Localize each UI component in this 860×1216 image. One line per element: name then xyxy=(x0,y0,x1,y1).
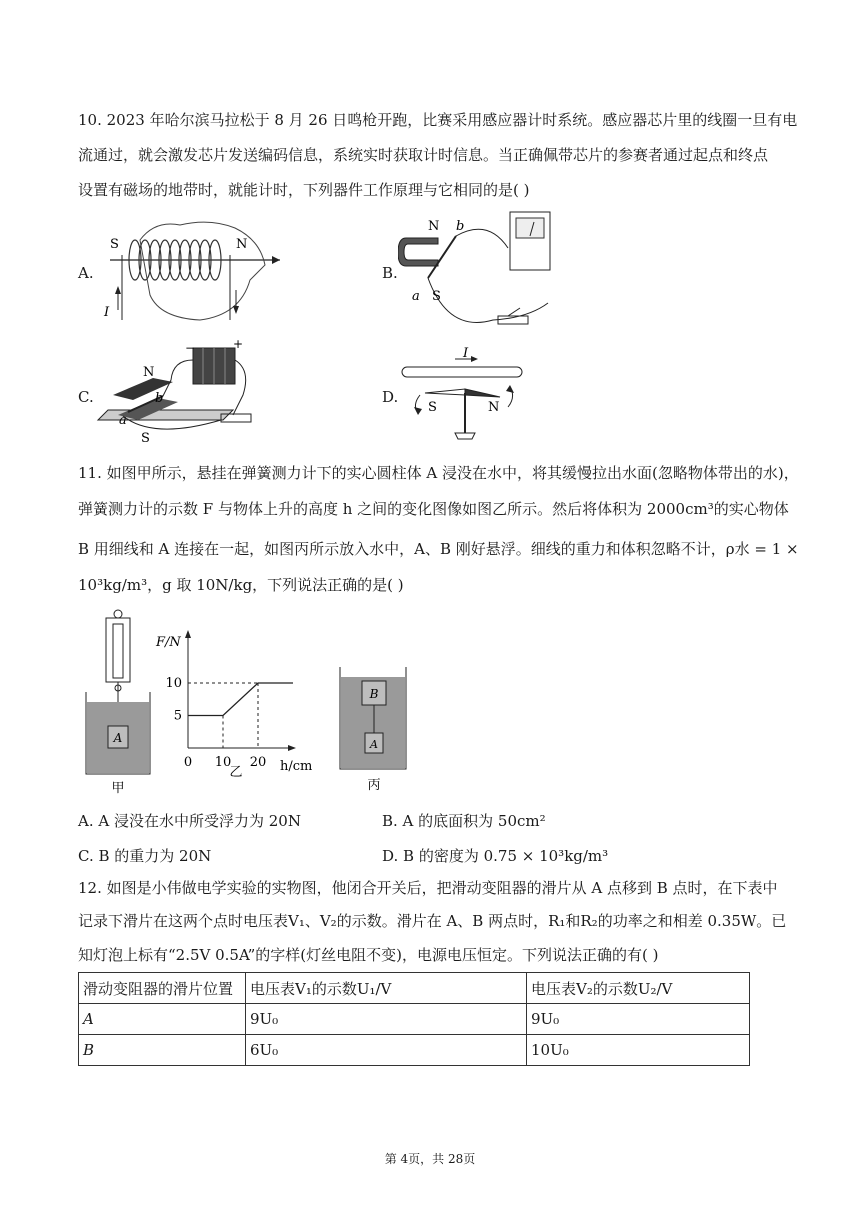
q12-stem-line-3: 知灯泡上标有“2.5V 0.5A”的字样(灯丝电阻不变)，电源电压恒定。下列说法正确的有( ) xyxy=(78,946,659,964)
table-cell: 10U₀ xyxy=(527,1035,750,1066)
q10-stem-line-3: 设置有磁场的地带时，就能计时，下列器件工作原理与它相同的是( ) xyxy=(78,181,530,199)
q10-figb-n-label: N xyxy=(428,219,440,234)
q10-figure-b-induction xyxy=(398,208,558,336)
q10-figd-current-label: I xyxy=(463,346,469,361)
chart-y-tick-label: 10 xyxy=(165,676,182,691)
q10-figc-b-label: b xyxy=(155,391,164,406)
q11-stem-line-3: B 用细线和 A 连接在一起，如图丙所示放入水中，A、B 刚好悬浮。细线的重力和体积忽略不计，ρ水 = 1 × xyxy=(78,540,799,558)
q12-stem-line-1: 12. 如图是小伟做电学实验的实物图，他闭合开关后，把滑动变阻器的滑片从 A 点移到 B 点时，在下表中 xyxy=(78,879,778,897)
q10-stem-line-1: 10. 2023 年哈尔滨马拉松于 8 月 26 日鸣枪开跑，比赛采用感应器计时系统。感应器芯片里的线圈一旦有电 xyxy=(78,111,798,129)
q10-figb-b-label: b xyxy=(456,219,465,234)
q10-figa-current-label: I xyxy=(104,305,110,320)
q10-option-a-label: A. xyxy=(78,264,94,282)
chart-series-line xyxy=(188,683,293,716)
table-row xyxy=(79,1004,750,1035)
q11-chart-yi xyxy=(152,620,322,780)
q11-bing-block-a: A xyxy=(370,738,378,751)
q11-stem-line-2: 弹簧测力计的示数 F 与物体上升的高度 h 之间的变化图像如图乙所示。然后将体积为 2000cm³的实心物体 xyxy=(78,500,789,518)
table-header-cell: 滑动变阻器的滑片位置 xyxy=(79,973,246,1004)
table-header-cell: 电压表V₁的示数U₁/V xyxy=(246,973,527,1004)
q10-figure-c-motor xyxy=(93,340,273,450)
q11-figure-jia xyxy=(80,608,160,798)
q10-figc-n-label: N xyxy=(143,365,155,380)
chart-x-label: h/cm xyxy=(280,759,313,774)
chart-y-label: F/N xyxy=(156,635,181,650)
q10-option-c-label: C. xyxy=(78,388,94,406)
q12-stem-line-2: 记录下滑片在这两个点时电压表V₁、V₂的示数。滑片在 A、B 两点时，R₁和R₂的功率之和相差 0.35W。已 xyxy=(78,912,787,930)
q12-voltage-table xyxy=(78,972,750,1066)
chart-y-tick-label: 5 xyxy=(173,708,182,724)
q11-figure-bing xyxy=(338,665,410,795)
table-cell: A xyxy=(79,1004,246,1035)
q11-jia-caption: 甲 xyxy=(111,781,125,796)
q10-figure-a-solenoid xyxy=(100,210,290,330)
page-footer: 第 4页，共 28页 xyxy=(384,1152,476,1166)
q10-option-b-label: B. xyxy=(382,264,398,282)
table-cell: B xyxy=(79,1035,246,1066)
table-header-row xyxy=(79,973,750,1004)
q10-figb-a-label: a xyxy=(412,289,420,304)
table-cell: 9U₀ xyxy=(527,1004,750,1035)
q11-bing-caption: 丙 xyxy=(367,778,381,793)
q10-figc-s-label: S xyxy=(141,431,150,446)
q10-figa-s-label: S xyxy=(110,237,119,252)
table-row xyxy=(79,1035,750,1066)
q10-option-d-label: D. xyxy=(382,388,399,406)
chart-x-tick-label: 0 xyxy=(183,755,193,770)
q10-figd-s-label: S xyxy=(428,400,437,415)
q10-figure-d-oersted xyxy=(400,345,530,445)
q11-stem-line-4: 10³kg/m³，g 取 10N/kg，下列说法正确的是( ) xyxy=(78,576,404,594)
q10-figc-a-label: a xyxy=(119,413,127,428)
chart-y-axis-arrow xyxy=(185,630,191,638)
chart-x-axis-arrow xyxy=(288,745,296,751)
q11-stem-line-1: 11. 如图甲所示，悬挂在弹簧测力计下的实心圆柱体 A 浸没在水中，将其缓慢拉出水面(忽略物体带出的水)， xyxy=(78,464,799,482)
q10-figb-s-label: S xyxy=(432,289,441,304)
q11-option-a: A. A 浸没在水中所受浮力为 20N xyxy=(78,812,301,830)
q10-stem-line-2: 流通过，就会激发芯片发送编码信息，系统实时获取计时信息。当正确佩带芯片的参赛者通过起点和终点 xyxy=(78,146,769,164)
table-header-cell: 电压表V₂的示数U₂/V xyxy=(527,973,750,1004)
q10-figd-n-label: N xyxy=(488,400,500,415)
table-cell: 9U₀ xyxy=(246,1004,527,1035)
chart-x-tick-label: 20 xyxy=(249,755,267,770)
q10-figa-n-label: N xyxy=(236,237,248,252)
q11-option-c: C. B 的重力为 20N xyxy=(78,847,212,865)
q11-bing-block-b: B xyxy=(369,687,379,701)
chart-x-tick-label: 10 xyxy=(214,755,232,770)
q11-option-b: B. A 的底面积为 50cm² xyxy=(382,812,546,830)
q11-option-d: D. B 的密度为 0.75 × 10³kg/m³ xyxy=(382,847,609,865)
table-cell: 6U₀ xyxy=(246,1035,527,1066)
q10-figc-minus-label: − xyxy=(185,341,196,355)
chart-caption: 乙 xyxy=(229,765,243,780)
q11-jia-block-a: A xyxy=(113,731,123,745)
q10-figc-plus-label: + xyxy=(233,340,244,351)
